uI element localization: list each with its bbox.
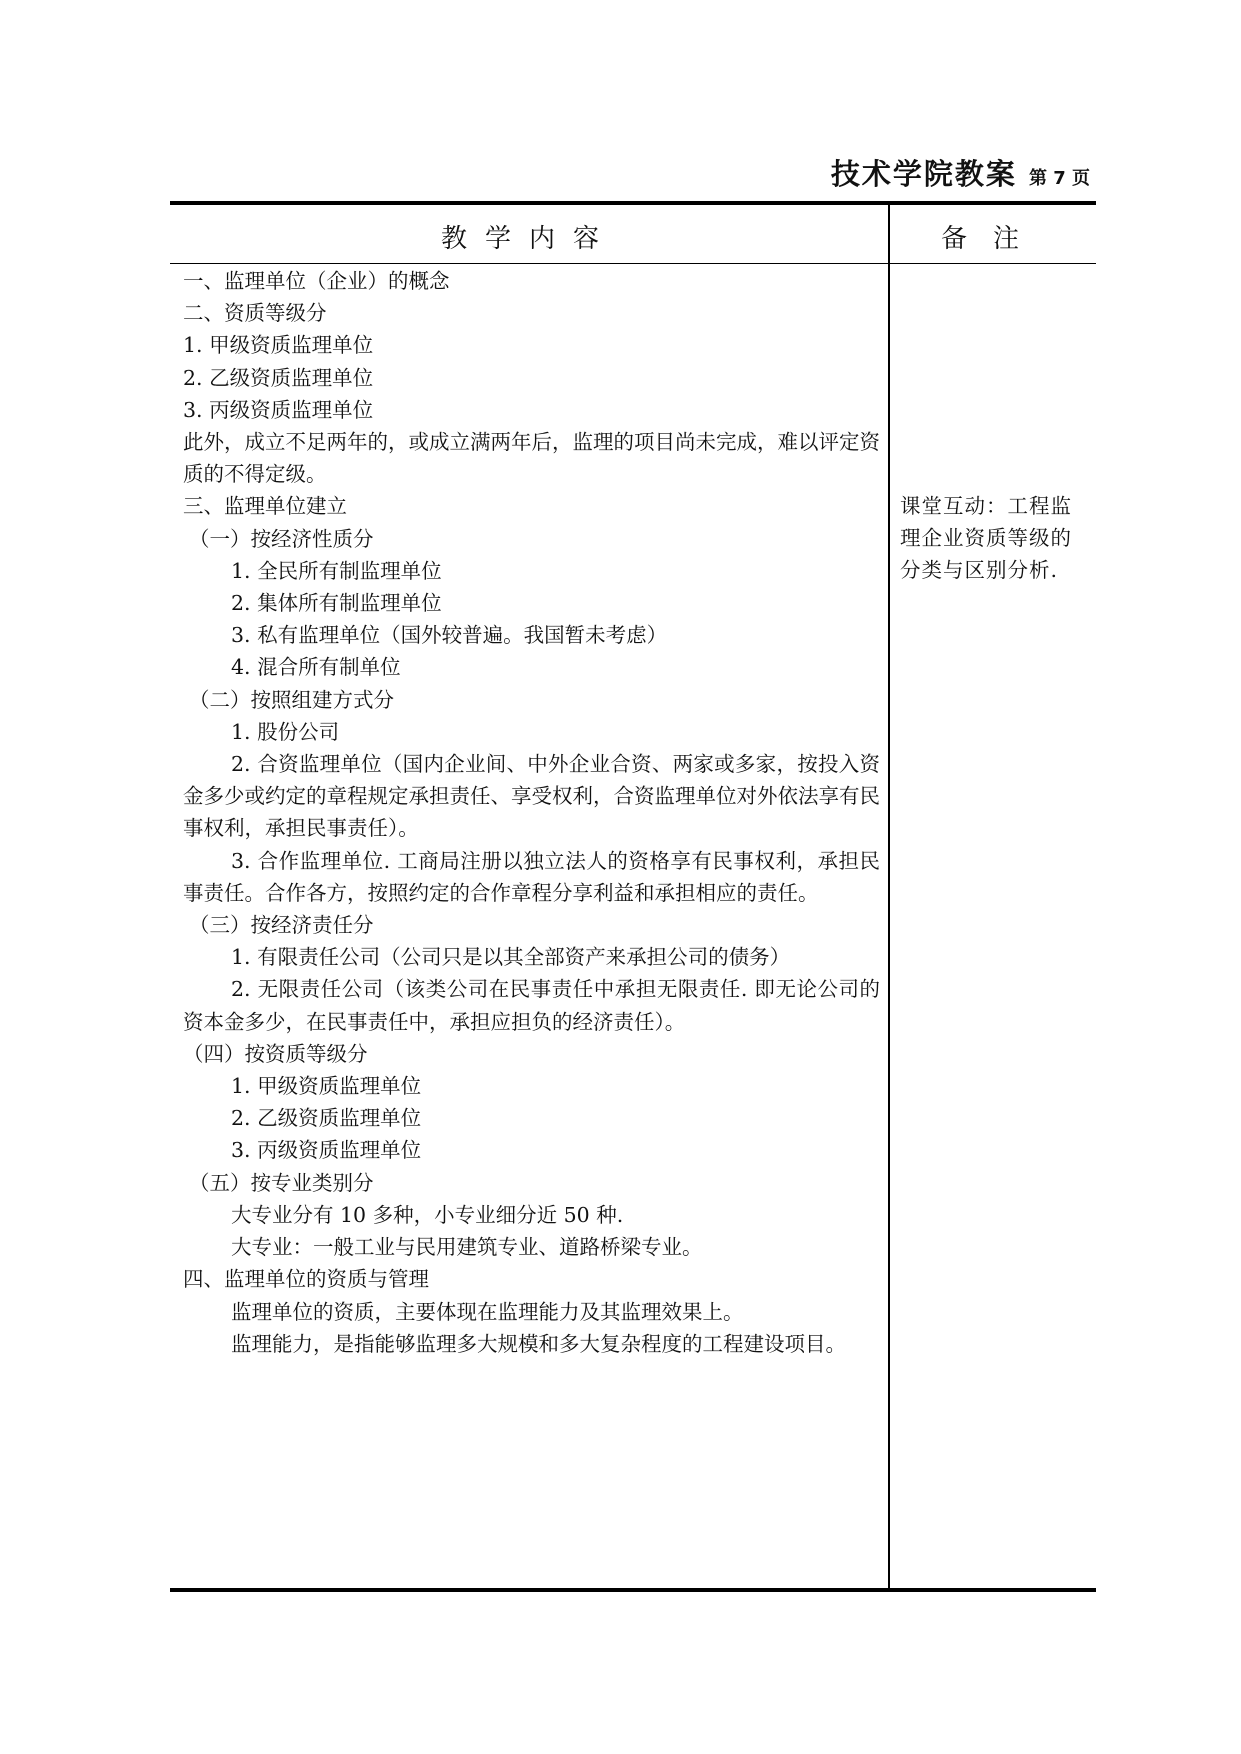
teaching-content [183, 265, 880, 1360]
column-divider [888, 203, 890, 1590]
content-line: （二）按照组建方式分 [189, 687, 394, 712]
content-line: 3. 私有监理单位（国外较普遍。我国暂未考虑） [231, 623, 668, 648]
content-line: 3. 丙级资质监理单位 [183, 397, 374, 422]
content-line: 2. 乙级资质监理单位 [231, 1106, 422, 1131]
column-header-content: 教学内容 [440, 224, 617, 254]
content-paragraph: 监理能力，是指能够监理多大规模和多大复杂程度的工程建设项目。 [231, 1331, 846, 1356]
content-line: 四、监理单位的资质与管理 [183, 1267, 429, 1292]
table-top-rule [170, 201, 1096, 205]
content-paragraph: 2. 合资监理单位（国内企业间、中外企业合资、两家或多家，按投入资金多少或约定的章程规定承担责任、享受权利，合资监理单位对外依法享有民事权利，承担民事责任）。 [183, 752, 880, 841]
content-line: （三）按经济责任分 [189, 913, 374, 938]
table-bottom-rule [170, 1588, 1096, 1592]
content-line: （四）按资质等级分 [183, 1041, 368, 1066]
remark-note: 课堂互动：工程监理企业资质等级的分类与区别分析. [900, 494, 1072, 582]
content-line: 2. 乙级资质监理单位 [183, 365, 374, 390]
content-line: 监理单位的资质，主要体现在监理能力及其监理效果上。 [231, 1299, 744, 1324]
table-header-rule [170, 263, 1096, 264]
content-line: 三、监理单位建立 [183, 494, 347, 519]
document-title: 技术学院教案 [830, 157, 1017, 191]
content-line: 大专业：一般工业与民用建筑专业、道路桥梁专业。 [231, 1235, 703, 1260]
content-line: 1. 甲级资质监理单位 [231, 1074, 422, 1099]
content-line: 1. 甲级资质监理单位 [183, 333, 374, 358]
content-line: 一、监理单位（企业）的概念 [183, 269, 450, 293]
column-header-remarks: 备注 [940, 224, 1045, 254]
content-line: 4. 混合所有制单位 [231, 655, 401, 680]
content-line: 3. 丙级资质监理单位 [231, 1138, 422, 1163]
content-line: 2. 集体所有制监理单位 [231, 591, 442, 616]
content-line: 1. 股份公司 [231, 719, 340, 744]
content-line: 二、资质等级分 [183, 301, 327, 326]
content-paragraph: 此外，成立不足两年的，或成立满两年后，监理的项目尚未完成，难以评定资质的不得定级。 [183, 430, 880, 487]
content-line: 1. 全民所有制监理单位 [231, 558, 442, 583]
content-paragraph: 3. 合作监理单位. 工商局注册以独立法人的资格享有民事权利，承担民事责任。合作各方，按照约定的合作章程分享利益和承担相应的责任。 [183, 848, 880, 905]
content-line: （一）按经济性质分 [189, 526, 374, 551]
page-header [0, 152, 1090, 193]
content-paragraph: 2. 无限责任公司（该类公司在民事责任中承担无限责任. 即无论公司的资本金多少，在民事责任中，承担应担负的经济责任）。 [183, 977, 880, 1034]
content-line: （五）按专业类别分 [189, 1170, 374, 1195]
content-line: 大专业分有 10 多种，小专业细分近 50 种. [231, 1202, 624, 1227]
content-line: 1. 有限责任公司（公司只是以其全部资产来承担公司的债务） [231, 945, 791, 970]
page-number: 第 7 页 [1028, 168, 1090, 189]
